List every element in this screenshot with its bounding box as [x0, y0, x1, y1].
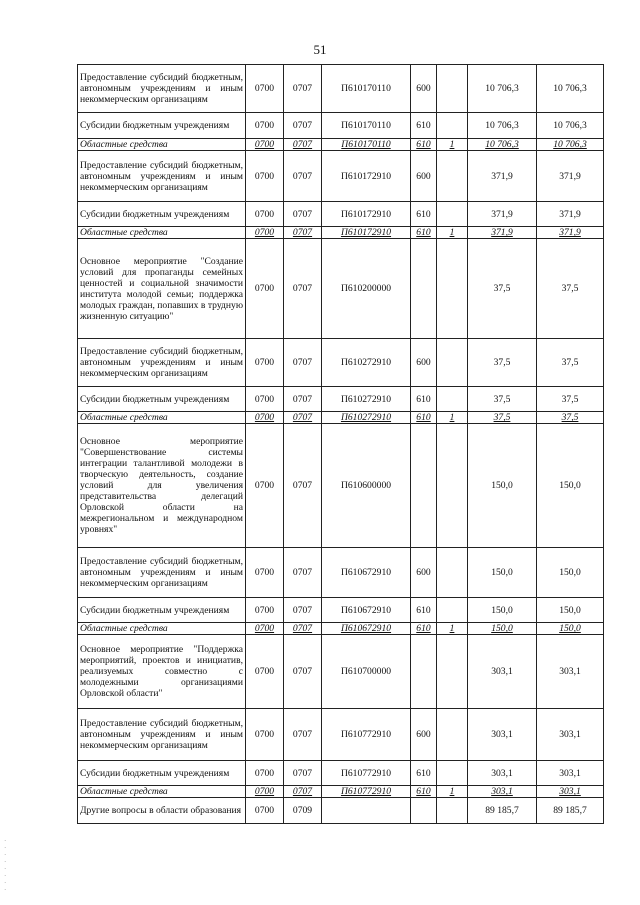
target-article-cell: П610672910 — [322, 548, 411, 598]
target-article-cell: П610700000 — [322, 635, 411, 709]
subsection-code-cell: 0707 — [284, 761, 322, 786]
expense-type-cell: 600 — [411, 151, 437, 202]
section-code-cell: 0700 — [246, 227, 284, 239]
subsection-code-cell: 0707 — [284, 635, 322, 709]
target-article-cell: П610272910 — [322, 412, 411, 424]
expense-type-cell — [411, 424, 437, 548]
amount-cell-2: 303,1 — [537, 709, 604, 761]
table-row — [78, 239, 604, 339]
subsection-code-cell: 0707 — [284, 598, 322, 623]
subsection-code-cell: 0707 — [284, 239, 322, 339]
amount-cell-1: 37,5 — [468, 412, 537, 424]
table-row — [78, 623, 604, 635]
amount-cell-1: 303,1 — [468, 761, 537, 786]
table-row — [78, 412, 604, 424]
target-article-cell: П610772910 — [322, 709, 411, 761]
amount-cell-2: 10 706,3 — [537, 139, 604, 151]
section-code-cell: 0700 — [246, 709, 284, 761]
section-code-cell: 0700 — [246, 598, 284, 623]
target-article-cell: П610170110 — [322, 65, 411, 113]
amount-cell-2: 303,1 — [537, 786, 604, 798]
subsection-code-cell: 0707 — [284, 623, 322, 635]
budget-table — [77, 64, 604, 824]
subsection-code-cell: 0707 — [284, 139, 322, 151]
row-name-cell: Основное мероприятие "Создание условий для пропаганды семейных ценностей и социальной значимости института молодой семьи; поддержка молодых граждан, попавших в трудную жизненную ситуацию" — [78, 239, 246, 339]
row-name-cell: Областные средства — [78, 623, 246, 635]
funding-source-cell — [437, 387, 468, 412]
amount-cell-2: 371,9 — [537, 151, 604, 202]
amount-cell-2: 10 706,3 — [537, 113, 604, 139]
funding-source-cell — [437, 709, 468, 761]
section-code-cell: 0700 — [246, 761, 284, 786]
amount-cell-2: 89 185,7 — [537, 798, 604, 824]
target-article-cell: П610672910 — [322, 623, 411, 635]
amount-cell-1: 37,5 — [468, 387, 537, 412]
amount-cell-1: 303,1 — [468, 709, 537, 761]
expense-type-cell: 600 — [411, 339, 437, 387]
row-name-cell: Субсидии бюджетным учреждениям — [78, 761, 246, 786]
table-row — [78, 598, 604, 623]
subsection-code-cell: 0707 — [284, 387, 322, 412]
table-row — [78, 227, 604, 239]
funding-source-cell: 1 — [437, 227, 468, 239]
funding-source-cell: 1 — [437, 412, 468, 424]
row-name-cell: Предоставление субсидий бюджетным, автономным учреждениям и иным некоммерческим организациям — [78, 65, 246, 113]
table-row — [78, 548, 604, 598]
funding-source-cell: 1 — [437, 623, 468, 635]
table-row — [78, 339, 604, 387]
amount-cell-1: 371,9 — [468, 151, 537, 202]
subsection-code-cell: 0707 — [284, 151, 322, 202]
amount-cell-2: 150,0 — [537, 623, 604, 635]
amount-cell-2: 10 706,3 — [537, 65, 604, 113]
row-name-cell: Предоставление субсидий бюджетным, автономным учреждениям и иным некоммерческим организациям — [78, 709, 246, 761]
expense-type-cell: 610 — [411, 786, 437, 798]
funding-source-cell — [437, 761, 468, 786]
target-article-cell: П610272910 — [322, 339, 411, 387]
amount-cell-1: 371,9 — [468, 202, 537, 227]
expense-type-cell: 610 — [411, 761, 437, 786]
target-article-cell: П610772910 — [322, 761, 411, 786]
target-article-cell: П610172910 — [322, 202, 411, 227]
expense-type-cell — [411, 239, 437, 339]
row-name-cell: Субсидии бюджетным учреждениям — [78, 202, 246, 227]
table-row — [78, 387, 604, 412]
amount-cell-2: 37,5 — [537, 239, 604, 339]
amount-cell-1: 37,5 — [468, 239, 537, 339]
expense-type-cell — [411, 635, 437, 709]
amount-cell-1: 150,0 — [468, 598, 537, 623]
table-row — [78, 761, 604, 786]
subsection-code-cell: 0709 — [284, 798, 322, 824]
target-article-cell: П610272910 — [322, 387, 411, 412]
amount-cell-2: 303,1 — [537, 761, 604, 786]
section-code-cell: 0700 — [246, 113, 284, 139]
row-name-cell: Предоставление субсидий бюджетным, автономным учреждениям и иным некоммерческим организациям — [78, 151, 246, 202]
amount-cell-1: 89 185,7 — [468, 798, 537, 824]
amount-cell-1: 37,5 — [468, 339, 537, 387]
target-article-cell: П610172910 — [322, 227, 411, 239]
subsection-code-cell: 0707 — [284, 424, 322, 548]
table-body — [78, 65, 604, 824]
row-name-cell: Другие вопросы в области образования — [78, 798, 246, 824]
row-name-cell: Областные средства — [78, 786, 246, 798]
amount-cell-1: 303,1 — [468, 635, 537, 709]
table-row — [78, 113, 604, 139]
table-row — [78, 139, 604, 151]
amount-cell-2: 37,5 — [537, 339, 604, 387]
expense-type-cell: 600 — [411, 709, 437, 761]
table-row — [78, 635, 604, 709]
section-code-cell: 0700 — [246, 424, 284, 548]
row-name-cell: Основное мероприятие "Совершенствование системы интеграции талантливой молодежи в творческую деятельность, создание условий для увеличения представительства делегаций Орловской области на межрегиональном и международном уровнях" — [78, 424, 246, 548]
subsection-code-cell: 0707 — [284, 339, 322, 387]
target-article-cell: П610772910 — [322, 786, 411, 798]
target-article-cell: П610600000 — [322, 424, 411, 548]
funding-source-cell — [437, 635, 468, 709]
expense-type-cell: 610 — [411, 139, 437, 151]
funding-source-cell — [437, 113, 468, 139]
amount-cell-1: 150,0 — [468, 548, 537, 598]
table-row — [78, 424, 604, 548]
section-code-cell: 0700 — [246, 412, 284, 424]
table-row — [78, 798, 604, 824]
section-code-cell: 0700 — [246, 202, 284, 227]
funding-source-cell: 1 — [437, 139, 468, 151]
target-article-cell: П610200000 — [322, 239, 411, 339]
expense-type-cell: 600 — [411, 65, 437, 113]
subsection-code-cell: 0707 — [284, 113, 322, 139]
table-row — [78, 202, 604, 227]
section-code-cell: 0700 — [246, 635, 284, 709]
section-code-cell: 0700 — [246, 786, 284, 798]
table-row — [78, 709, 604, 761]
row-name-cell: Субсидии бюджетным учреждениям — [78, 113, 246, 139]
target-article-cell: П610672910 — [322, 598, 411, 623]
target-article-cell: П610172910 — [322, 151, 411, 202]
expense-type-cell: 610 — [411, 412, 437, 424]
amount-cell-1: 10 706,3 — [468, 113, 537, 139]
funding-source-cell — [437, 598, 468, 623]
funding-source-cell — [437, 548, 468, 598]
subsection-code-cell: 0707 — [284, 786, 322, 798]
amount-cell-2: 150,0 — [537, 548, 604, 598]
expense-type-cell — [411, 798, 437, 824]
amount-cell-1: 150,0 — [468, 424, 537, 548]
section-code-cell: 0700 — [246, 387, 284, 412]
expense-type-cell: 610 — [411, 113, 437, 139]
funding-source-cell — [437, 424, 468, 548]
target-article-cell: П610170110 — [322, 139, 411, 151]
subsection-code-cell: 0707 — [284, 227, 322, 239]
subsection-code-cell: 0707 — [284, 709, 322, 761]
table-row — [78, 786, 604, 798]
funding-source-cell: 1 — [437, 786, 468, 798]
expense-type-cell: 610 — [411, 202, 437, 227]
amount-cell-1: 371,9 — [468, 227, 537, 239]
expense-type-cell: 610 — [411, 227, 437, 239]
row-name-cell: Областные средства — [78, 139, 246, 151]
table-row — [78, 151, 604, 202]
funding-source-cell — [437, 339, 468, 387]
section-code-cell: 0700 — [246, 139, 284, 151]
subsection-code-cell: 0707 — [284, 65, 322, 113]
row-name-cell: Субсидии бюджетным учреждениям — [78, 387, 246, 412]
row-name-cell: Областные средства — [78, 227, 246, 239]
amount-cell-1: 10 706,3 — [468, 139, 537, 151]
row-name-cell: Предоставление субсидий бюджетным, автономным учреждениям и иным некоммерческим организациям — [78, 548, 246, 598]
expense-type-cell: 610 — [411, 623, 437, 635]
row-name-cell: Областные средства — [78, 412, 246, 424]
amount-cell-2: 371,9 — [537, 227, 604, 239]
amount-cell-2: 371,9 — [537, 202, 604, 227]
funding-source-cell — [437, 65, 468, 113]
funding-source-cell — [437, 151, 468, 202]
target-article-cell — [322, 798, 411, 824]
amount-cell-2: 37,5 — [537, 387, 604, 412]
row-name-cell: Предоставление субсидий бюджетным, автономным учреждениям и иным некоммерческим организациям — [78, 339, 246, 387]
section-code-cell: 0700 — [246, 798, 284, 824]
section-code-cell: 0700 — [246, 548, 284, 598]
row-name-cell: Субсидии бюджетным учреждениям — [78, 598, 246, 623]
section-code-cell: 0700 — [246, 239, 284, 339]
funding-source-cell — [437, 202, 468, 227]
row-name-cell: Основное мероприятие "Поддержка мероприятий, проектов и инициатив, реализуемых совместно с молодежными организациями Орловской области" — [78, 635, 246, 709]
amount-cell-1: 303,1 — [468, 786, 537, 798]
expense-type-cell: 610 — [411, 598, 437, 623]
funding-source-cell — [437, 239, 468, 339]
section-code-cell: 0700 — [246, 339, 284, 387]
table-row — [78, 65, 604, 113]
amount-cell-1: 10 706,3 — [468, 65, 537, 113]
expense-type-cell: 610 — [411, 387, 437, 412]
section-code-cell: 0700 — [246, 623, 284, 635]
page-number: 51 — [313, 42, 327, 57]
amount-cell-2: 150,0 — [537, 598, 604, 623]
expense-type-cell: 600 — [411, 548, 437, 598]
subsection-code-cell: 0707 — [284, 548, 322, 598]
subsection-code-cell: 0707 — [284, 412, 322, 424]
subsection-code-cell: 0707 — [284, 202, 322, 227]
amount-cell-1: 150,0 — [468, 623, 537, 635]
section-code-cell: 0700 — [246, 151, 284, 202]
amount-cell-2: 303,1 — [537, 635, 604, 709]
amount-cell-2: 37,5 — [537, 412, 604, 424]
funding-source-cell — [437, 798, 468, 824]
target-article-cell: П610170110 — [322, 113, 411, 139]
section-code-cell: 0700 — [246, 65, 284, 113]
amount-cell-2: 150,0 — [537, 424, 604, 548]
scan-margin-marks: · · · · · · · · — [4, 837, 7, 894]
